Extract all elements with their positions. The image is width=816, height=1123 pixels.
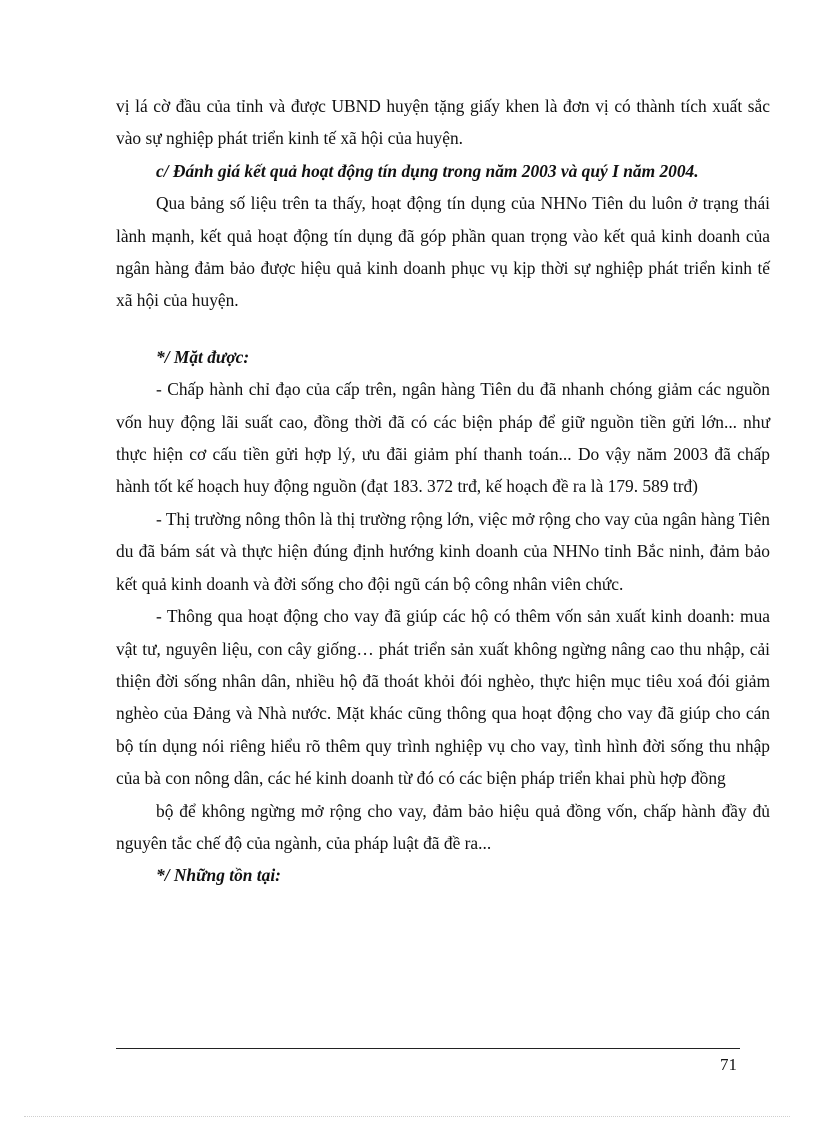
paragraph-gap (116, 317, 770, 341)
page-bottom-edge (24, 1116, 790, 1117)
paragraph-strength-2: - Thị trường nông thôn là thị trường rộng lớn, việc mở rộng cho vay của ngân hàng Tiên du đã bám sát và thực hiện đúng định hướng kinh doanh của NHNo tỉnh Bắc ninh, đảm bảo kết quả kinh doanh và đời sống cho đội ngũ cán bộ công nhân viên chức. (116, 508, 770, 594)
section-heading-strengths: */ Mặt được: (156, 346, 250, 367)
paragraph-credit-summary: Qua bảng số liệu trên ta thấy, hoạt động tín dụng của NHNo Tiên du luôn ở trạng thái lành mạnh, kết quả hoạt động tín dụng đã góp phần quan trọng vào kết quả kinh doanh của ngân hàng đảm bảo được hiệu quả kinh doanh phục vụ kịp thời sự nghiệp phát triển kinh tế xã hội của huyện. (116, 193, 770, 311)
body-text (116, 90, 770, 892)
section-heading-credit-evaluation: c/ Đánh giá kết quả hoạt động tín dụng trong năm 2003 và quý I năm 2004. (156, 160, 699, 181)
paragraph-continuation: vị lá cờ đầu của tỉnh và được UBND huyện tặng giấy khen là đơn vị có thành tích xuất sắc vào sự nghiệp phát triển kinh tế xã hội của huyện. (116, 96, 770, 149)
section-heading-shortcomings: */ Những tồn tại: (156, 865, 281, 886)
paragraph-strength-1: - Chấp hành chỉ đạo của cấp trên, ngân hàng Tiên du đã nhanh chóng giảm các nguồn vốn huy động lãi suất cao, đồng thời đã có các biện pháp để giữ nguồn tiền gửi lớn... như thực hiện cơ cấu tiền gửi hợp lý, ưu đãi giảm phí thanh toán... Do vậy năm 2003 đã chấp hành tốt kế hoạch huy động nguồn (đạt 183. 372 trđ, kế hoạch đề ra là 179. 589 trđ) (116, 379, 770, 497)
footer-divider (116, 1048, 740, 1049)
paragraph-strength-3-continued: bộ để không ngừng mở rộng cho vay, đảm bảo hiệu quả đồng vốn, chấp hành đầy đủ nguyên tắc chế độ của ngành, của pháp luật đã đề ra... (116, 800, 770, 853)
paragraph-strength-3: - Thông qua hoạt động cho vay đã giúp các hộ có thêm vốn sản xuất kinh doanh: mua vật tư, nguyên liệu, con cây giống… phát triển sản xuất không ngừng nâng cao thu nhập, cải thiện đời sống nhân dân, nhiều hộ đã thoát khỏi đói nghèo, thực hiện mục tiêu xoá đói giảm nghèo của Đảng và Nhà nước. Mặt khác cũng thông qua hoạt động cho vay đã giúp cho cán bộ tín dụng nói riêng hiểu rõ thêm quy trình nghiệp vụ cho vay, tình hình đời sống thu nhập của bà con nông dân, các hé kinh doanh từ đó có các biện pháp triển khai phù hợp đồng (116, 606, 770, 789)
page-number: 71 (720, 1055, 737, 1074)
